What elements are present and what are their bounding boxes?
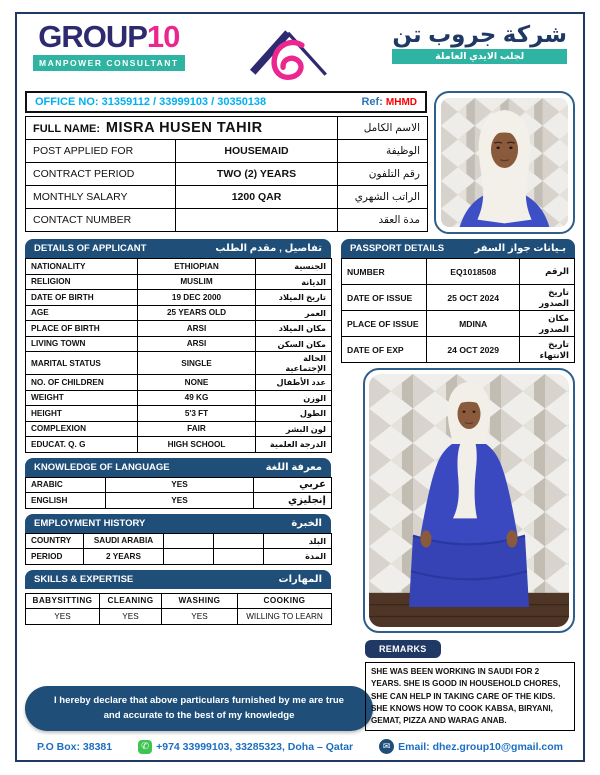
phone-contact	[138, 740, 353, 754]
remarks-badge: REMARKS	[365, 640, 441, 658]
full-name-label: FULL NAME:	[33, 123, 101, 135]
field-label-ar: الدرجة العلمية	[256, 437, 332, 453]
skills-table	[25, 593, 332, 625]
table-row	[342, 337, 575, 363]
section-title-ar: المهارات	[278, 573, 322, 585]
skill-value: WILLING TO LEARN	[238, 609, 332, 625]
main-info-table	[25, 116, 428, 232]
section-title-ar: معرفة اللغة	[265, 461, 322, 473]
field-label: ENGLISH	[26, 493, 106, 509]
field-label: COMPLEXION	[26, 421, 138, 437]
company-name-arabic	[392, 22, 567, 64]
field-label: LIVING TOWN	[26, 336, 138, 352]
field-label: WEIGHT	[26, 390, 138, 406]
email-icon: ✉	[379, 739, 394, 754]
table-row	[26, 274, 332, 290]
field-value: EQ1018508	[427, 259, 520, 285]
empty-cell	[164, 533, 214, 549]
office-number: OFFICE NO: 31359112 / 33999103 / 30350138	[35, 96, 267, 108]
table-row	[26, 609, 332, 625]
remarks-section	[365, 639, 575, 731]
table-row	[26, 321, 332, 337]
field-label-ar: مكان الميلاد	[256, 321, 332, 337]
declaration-statement: I hereby declare that above particulars furnished by me are true and accurate to the best of my knowledge	[25, 686, 373, 731]
section-title-ar: الخبرة	[291, 517, 322, 529]
table-row	[342, 311, 575, 337]
table-row	[26, 259, 332, 275]
field-label-ar: مكان الصدور	[520, 311, 575, 337]
field-label: DATE OF ISSUE	[342, 285, 427, 311]
field-value: NONE	[138, 375, 256, 391]
skill-header: COOKING	[238, 593, 332, 609]
section-title: DETAILS OF APPLICANT	[34, 243, 147, 254]
field-label-ar: لون البشر	[256, 421, 332, 437]
section-knowledge-of-language	[25, 458, 331, 477]
cv-document	[15, 12, 585, 762]
section-passport-details	[341, 239, 575, 258]
content-columns	[25, 239, 575, 731]
section-title: SKILLS & EXPERTISE	[34, 573, 134, 585]
table-row	[26, 305, 332, 321]
field-label-ar: مكان السكن	[256, 336, 332, 352]
logo-tagline: MANPOWER CONSULTANT	[33, 55, 185, 71]
field-value: FAIR	[138, 421, 256, 437]
logo-word-ten: 10	[146, 19, 180, 54]
email-address: Email: dhez.group10@gmail.com	[398, 740, 563, 753]
section-details-of-applicant	[25, 239, 331, 258]
table-row	[26, 533, 332, 549]
field-label-ar: العمر	[256, 305, 332, 321]
field-value: 2 YEARS	[84, 549, 164, 565]
field-label: CONTACT NUMBER	[26, 209, 176, 232]
section-skills-expertise	[25, 570, 331, 589]
group10-logo	[33, 21, 185, 71]
language-table	[25, 477, 332, 509]
field-label: DATE OF EXP	[342, 337, 427, 363]
table-row	[26, 593, 332, 609]
field-value: SAUDI ARABIA	[84, 533, 164, 549]
skill-header: CLEANING	[100, 593, 162, 609]
field-label: NATIONALITY	[26, 259, 138, 275]
whatsapp-icon: ✆	[138, 740, 152, 754]
field-value: YES	[106, 493, 254, 509]
skill-value: YES	[100, 609, 162, 625]
section-title: PASSPORT DETAILS	[350, 243, 445, 254]
field-label-ar: إنجليزي	[254, 493, 332, 509]
field-label: COUNTRY	[26, 533, 84, 549]
field-label: ARABIC	[26, 477, 106, 493]
field-label: NUMBER	[342, 259, 427, 285]
table-row	[26, 186, 428, 209]
email-contact	[379, 739, 563, 754]
empty-cell	[164, 549, 214, 565]
section-title-ar: تفاصيل , مقدم الطلب	[215, 243, 322, 254]
document-header	[25, 17, 575, 89]
field-label-ar: المدة	[264, 549, 332, 565]
applicant-table	[25, 258, 332, 453]
field-label-ar: الطول	[256, 406, 332, 422]
field-label: EDUCAT. Q. G	[26, 437, 138, 453]
table-row	[26, 336, 332, 352]
field-value: SINGLE	[138, 352, 256, 375]
table-row	[26, 437, 332, 453]
field-value: MDINA	[427, 311, 520, 337]
table-row	[26, 352, 332, 375]
passport-table	[341, 258, 575, 363]
field-label-ar: البلد	[264, 533, 332, 549]
field-label-ar: تاريخ الميلاد	[256, 290, 332, 306]
ref-value: MHMD	[385, 97, 417, 108]
field-label: PERIOD	[26, 549, 84, 565]
top-area	[25, 91, 575, 234]
remarks-text: SHE WAS BEEN WORKING IN SAUDI FOR 2 YEARS. SHE IS GOOD IN HOUSEHOLD CHORES, SHE CAN HELP IN TAKING CARE OF THE KIDS. SHE KNOWS HOW TO COOK KABSA, BIRYANI, GEMAT, PIZZA AND WARAG ANAB.	[365, 662, 575, 731]
group10-wordmark	[33, 21, 185, 52]
field-label: NO. OF CHILDREN	[26, 375, 138, 391]
field-value: 49 KG	[138, 390, 256, 406]
field-label: POST APPLIED FOR	[26, 140, 176, 163]
po-box: P.O Box: 38381	[37, 740, 113, 753]
table-row	[26, 477, 332, 493]
table-row	[26, 163, 428, 186]
field-label: CONTRACT PERIOD	[26, 163, 176, 186]
field-label: DATE OF BIRTH	[26, 290, 138, 306]
field-label: PLACE OF ISSUE	[342, 311, 427, 337]
right-column	[341, 239, 575, 731]
field-label: RELIGION	[26, 274, 138, 290]
field-label-ar: عربي	[254, 477, 332, 493]
field-value: 25 YEARS OLD	[138, 305, 256, 321]
company-name-ar-text: شركة جروب تن	[392, 21, 567, 47]
field-label: HEIGHT	[26, 406, 138, 422]
table-row	[26, 290, 332, 306]
field-value: 5'3 FT	[138, 406, 256, 422]
field-label-ar: الحالة الإجتماعية	[256, 352, 332, 375]
table-row	[26, 140, 428, 163]
field-label-ar: الديانة	[256, 274, 332, 290]
logo-word-group: GROUP	[38, 19, 147, 54]
field-value: ARSI	[138, 336, 256, 352]
skill-header: BABYSITTING	[26, 593, 100, 609]
company-emblem-icon	[240, 23, 336, 92]
full-name-value: MISRA HUSEN TAHIR	[105, 120, 263, 136]
company-tagline-ar: لجلب الايدي العاملة	[392, 49, 567, 64]
section-title: KNOWLEDGE OF LANGUAGE	[34, 461, 170, 473]
field-label-ar: تاريخ الانتهاء	[520, 337, 575, 363]
left-column	[25, 239, 345, 731]
empty-cell	[214, 549, 264, 565]
field-value	[176, 209, 338, 232]
field-value: ETHIOPIAN	[138, 259, 256, 275]
field-label-ar: الوظيفة	[338, 140, 428, 163]
skill-value: YES	[162, 609, 238, 625]
field-value: 19 DEC 2000	[138, 290, 256, 306]
table-row	[342, 285, 575, 311]
field-value: YES	[106, 477, 254, 493]
field-label-ar: الرقم	[520, 259, 575, 285]
applicant-headshot-photo	[434, 91, 575, 234]
field-label-ar: مدة العقد	[338, 209, 428, 232]
field-label: AGE	[26, 305, 138, 321]
field-value: MUSLIM	[138, 274, 256, 290]
section-title: EMPLOYMENT HISTORY	[34, 517, 146, 529]
field-label-ar: تاريخ الصدور	[520, 285, 575, 311]
field-label-ar: رقم التلفون	[338, 163, 428, 186]
table-row	[26, 390, 332, 406]
field-value: HIGH SCHOOL	[138, 437, 256, 453]
applicant-full-body-photo	[363, 368, 575, 633]
field-label: MARITAL STATUS	[26, 352, 138, 375]
document-footer	[25, 731, 575, 756]
field-label-ar: الراتب الشهري	[338, 186, 428, 209]
field-value: ARSI	[138, 321, 256, 337]
employment-table	[25, 533, 332, 565]
table-row	[342, 259, 575, 285]
field-label-ar: عدد الأطفال	[256, 375, 332, 391]
full-name-label-ar: الاسم الكامل	[338, 117, 428, 140]
section-employment-history	[25, 514, 331, 533]
table-row	[26, 421, 332, 437]
field-value: HOUSEMAID	[176, 140, 338, 163]
ref-label: Ref:	[361, 96, 383, 108]
skill-value: YES	[26, 609, 100, 625]
field-label: MONTHLY SALARY	[26, 186, 176, 209]
phone-numbers: +974 33999103, 33285323, Doha – Qatar	[156, 740, 354, 753]
field-value: 25 OCT 2024	[427, 285, 520, 311]
field-value: TWO (2) YEARS	[176, 163, 338, 186]
table-row	[26, 493, 332, 509]
section-title-ar: بـيانات جواز السفر	[474, 243, 566, 254]
top-left	[25, 91, 427, 234]
empty-cell	[214, 533, 264, 549]
field-value: 24 OCT 2029	[427, 337, 520, 363]
office-bar	[25, 91, 427, 113]
field-label-ar: الوزن	[256, 390, 332, 406]
table-row	[26, 549, 332, 565]
field-value: 1200 QAR	[176, 186, 338, 209]
table-row	[26, 406, 332, 422]
field-label-ar: الجنسية	[256, 259, 332, 275]
ref	[361, 96, 417, 108]
table-row	[26, 117, 428, 140]
table-row	[26, 209, 428, 232]
table-row	[26, 375, 332, 391]
field-label: PLACE OF BIRTH	[26, 321, 138, 337]
full-name-cell	[26, 117, 338, 140]
skill-header: WASHING	[162, 593, 238, 609]
